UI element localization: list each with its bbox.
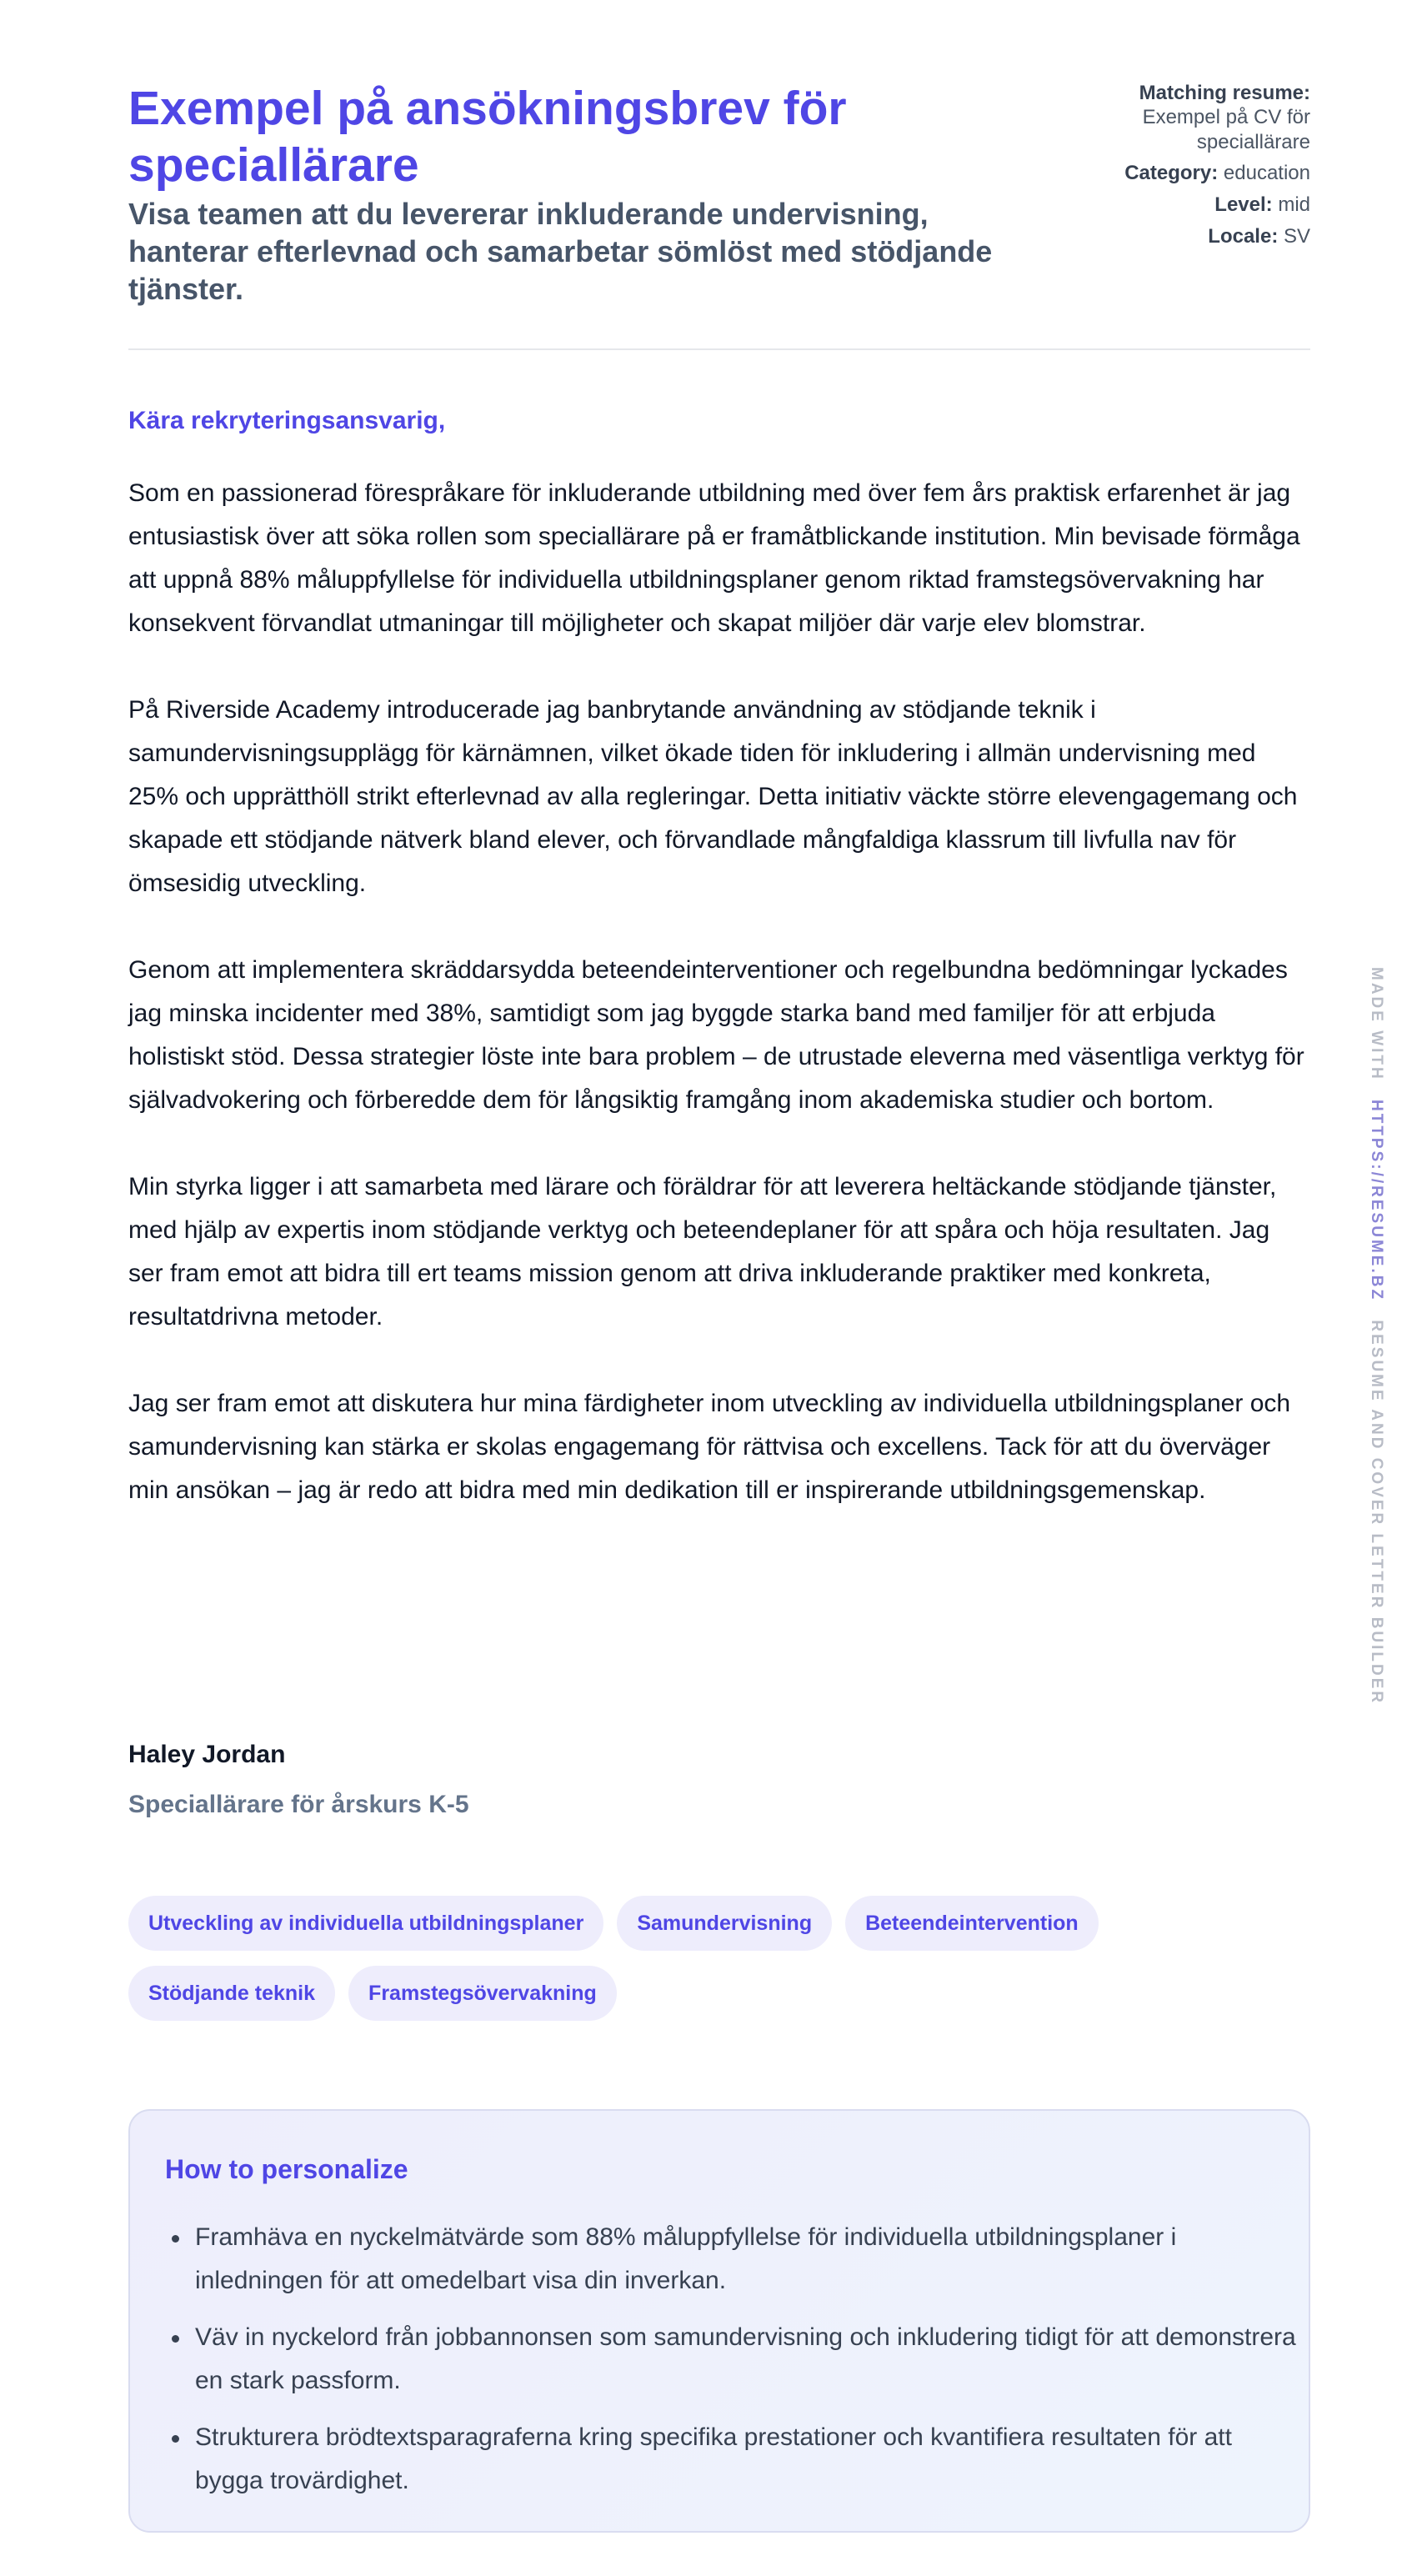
skill-tag: Utveckling av individuella utbildningsplaner (128, 1896, 603, 1951)
letter-paragraph: På Riverside Academy introducerade jag banbrytande användning av stödjande teknik i samundervisningsupplägg för kärnämnen, vilket ökade tiden för inkludering i allmän undervisning med 25% och upprätthöll strikt efterlevnad av alla regleringar. Detta initiativ väckte större elevengagemang och skapade ett stödjande nätverk bland elever, och förvandlade mångfaldiga klassrum till livfulla nav för ömsesidig utveckling. (128, 696, 1298, 897)
meta-category-label: Category: (1124, 162, 1219, 184)
tips-title: How to personalize (165, 2154, 408, 2184)
cover-letter-page (128, 0, 1310, 2494)
letter-body (128, 472, 1310, 1556)
meta-category-value: education (1223, 162, 1310, 184)
meta-level-label: Level: (1214, 193, 1273, 216)
meta-locale (1060, 223, 1310, 250)
letter-paragraph: Min styrka ligger i att samarbeta med lärare och föräldrar för att leverera heltäckande stödjande tjänster, med hjälp av expertis inom stödjande verktyg och beteendeplaner för att spåra och höja resultaten. Jag ser fram emot att bidra till ert teams mission genom att driva inkluderande praktiker med konkreta, resultatdrivna metoder. (128, 1173, 1277, 1331)
tips-list-item: Strukturera brödtextsparagraferna kring specifika prestationer och kvantifiera resultaten för att bygga trovärdighet. (195, 2416, 1304, 2503)
personalize-tips-card (128, 2109, 1310, 2533)
meta-locale-value: SV (1283, 225, 1310, 248)
meta-resume (1060, 80, 1310, 155)
watermark-link[interactable]: HTTPS://RESUME.BZ (1368, 1100, 1385, 1302)
letter-paragraph: Genom att implementera skräddarsydda beteendeinterventioner och regelbundna bedömningar lyckades jag minska incidenter med 38%, samtidigt som jag byggde starka band med familjer för att erbjuda holistiskt stöd. Dessa strategier löste inte bara problem – de utrustade eleverna med väsentliga verktyg för självadvokering och förberedde dem för långsiktig framgång inom akademiska studier och bortom. (128, 956, 1304, 1114)
meta-resume-label: Matching resume: (1139, 82, 1310, 104)
page-subtitle: Visa teamen att du levererar inkluderande undervisning, hanterar efterlevnad och samarbetar sömlöst med stödjande tjänster. (128, 197, 993, 306)
letter-greeting: Kära rekryteringsansvarig, (128, 407, 446, 434)
signature-role: Speciallärare för årskurs K-5 (128, 1791, 469, 1818)
watermark (1367, 967, 1385, 1705)
skill-tags (128, 1896, 1310, 2021)
letter-paragraph: Jag ser fram emot att diskutera hur mina färdigheter inom utveckling av individuella utbildningsplaner och samundervisning kan stärka er skolas engagemang för rättvisa och excellens. Tack för att du överväger min ansökan – jag är redo att bidra med min dedikation till er inspirerande utbildningsgemenskap. (128, 1390, 1291, 1504)
page-header (128, 0, 1310, 350)
watermark-prefix: MADE WITH (1368, 967, 1385, 1081)
skill-tag: Framstegsövervakning (348, 1966, 617, 2021)
skill-tag: Stödjande teknik (128, 1966, 335, 2021)
meta-locale-label: Locale: (1208, 225, 1279, 248)
skill-tag: Samundervisning (617, 1896, 832, 1951)
meta-category (1060, 160, 1310, 187)
meta-level (1060, 192, 1310, 218)
meta-panel (1060, 80, 1310, 255)
tips-list (165, 2216, 1304, 2516)
meta-level-value: mid (1278, 193, 1310, 216)
skill-tag: Beteendeintervention (845, 1896, 1099, 1951)
watermark-suffix: RESUME AND COVER LETTER BUILDER (1368, 1320, 1385, 1706)
tips-list-item: Framhäva en nyckelmätvärde som 88% måluppfyllelse för individuella utbildningsplaner i inledningen för att omedelbart visa din inverkan. (195, 2216, 1304, 2303)
signature-name: Haley Jordan (128, 1741, 286, 1768)
letter-paragraph: Som en passionerad förespråkare för inkluderande utbildning med över fem års praktisk erfarenhet är jag entusiastisk över att söka rollen som speciallärare på er framåtblickande institution. Min bevisade förmåga att uppnå 88% måluppfyllelse för individuella utbildningsplaner genom riktad framstegsövervakning har konsekvent förvandlat utmaningar till möjligheter och skapat miljöer där varje elev blomstrar. (128, 479, 1300, 637)
meta-resume-value: Exempel på CV för speciallärare (1142, 106, 1310, 153)
tips-list-item: Väv in nyckelord från jobbannonsen som samundervisning och inkludering tidigt för att demonstrera en stark passform. (195, 2316, 1304, 2403)
page-title: Exempel på ansökningsbrev för speciallärare (128, 82, 847, 192)
